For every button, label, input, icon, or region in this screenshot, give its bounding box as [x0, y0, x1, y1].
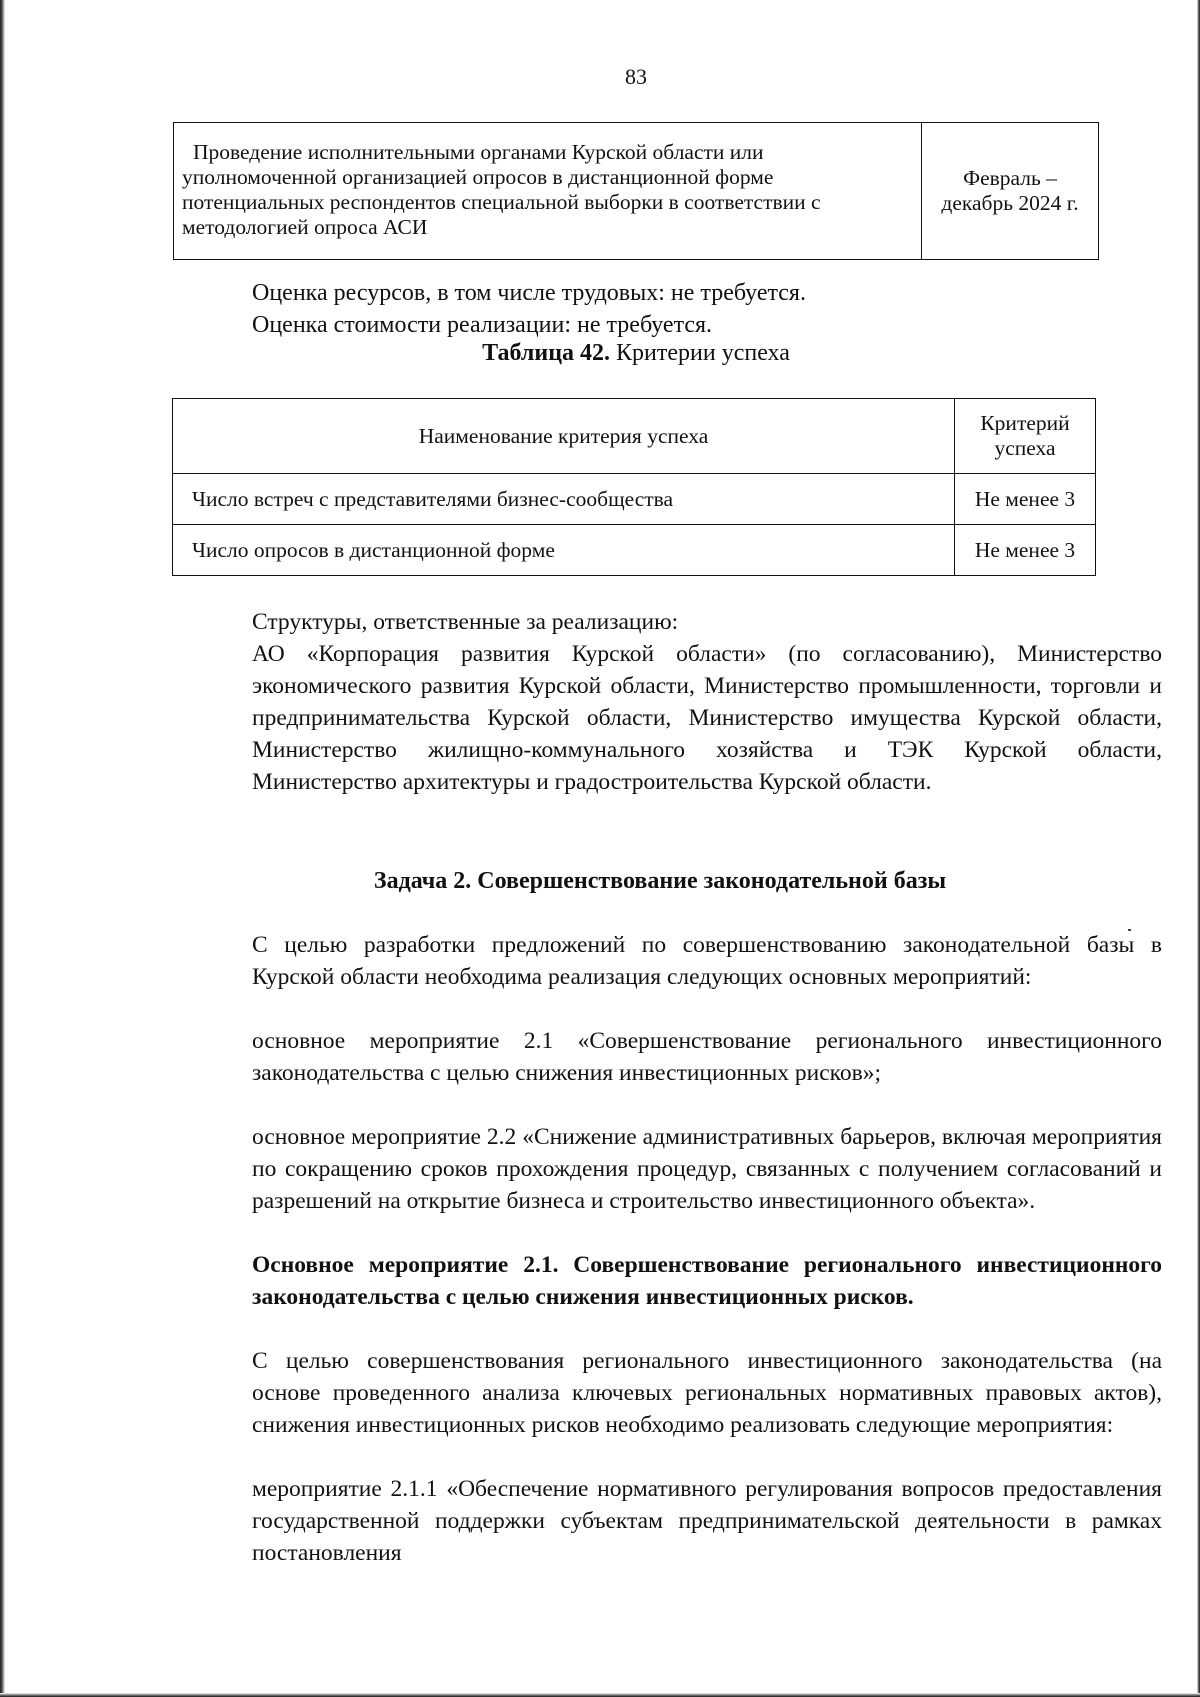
- table-row: [174, 123, 1099, 260]
- criteria-header-value-line: Критерий: [980, 411, 1070, 435]
- criteria-name-cell: Число опросов в дистанционной форме: [173, 525, 955, 576]
- table-header-row: [173, 399, 1096, 474]
- activity-table: [173, 122, 1099, 260]
- activity-description-line: Проведение исполнительными органами Курской области или: [193, 140, 764, 164]
- task2-intro: С целью разработки предложений по совершенствованию законодательной базы в Курской области необходима реализация следующих основных мероприятий:: [252, 932, 1162, 990]
- criteria-name-cell: Число встреч с представителями бизнес-сообщества: [173, 474, 955, 525]
- responsible-text: АО «Корпорация развития Курской области» (по согласованию), Министерство экономического развития Курской области, Министерство промышленности, торговли и предпринимательства Курской области, Министерство имущества Курской области, Министерство жилищно-коммунального хозяйства и ТЭК Курской области, Министерство архитектуры и градостроительства Курской области.: [252, 641, 1162, 795]
- task2-heading: Задача 2. Совершенствование законодательной базы: [373, 868, 947, 894]
- resources-cost: Оценка стоимости реализации: не требуется.: [252, 312, 713, 338]
- activity-period-cell: [922, 123, 1099, 260]
- table-caption-number: Таблица 42.: [482, 340, 611, 366]
- responsible-heading: Структуры, ответственные за реализацию:: [252, 609, 679, 635]
- scan-edge-left: [0, 0, 5, 1697]
- resources-labor: Оценка ресурсов, в том числе трудовых: не требуется.: [252, 280, 806, 306]
- criteria-header-name: Наименование критерия успеха: [173, 399, 955, 474]
- scan-edge-bottom: [0, 1693, 1200, 1697]
- activity-description-line: потенциальных респондентов специальной выборки в соответствии с: [182, 190, 821, 214]
- table-row: [173, 525, 1096, 576]
- task2-measure-heading: Основное мероприятие 2.1. Совершенствование регионального инвестиционного законодательства с целью снижения инвестиционных рисков.: [252, 1252, 1162, 1310]
- task2-measure-text: С целью совершенствования регионального инвестиционного законодательства (на основе проведенного анализа ключевых региональных нормативных правовых актов), снижения инвестиционных рисков необходимо реализовать следующие мероприятия:: [252, 1348, 1162, 1438]
- criteria-value-cell: Не менее 3: [955, 474, 1096, 525]
- criteria-value-cell: Не менее 3: [955, 525, 1096, 576]
- criteria-header-value-line: успеха: [994, 436, 1056, 460]
- criteria-table: [172, 398, 1096, 576]
- activity-period-line: Февраль –: [963, 166, 1057, 190]
- table-caption-title: Критерии успеха: [610, 340, 790, 366]
- task2-activity-2-1-1: мероприятие 2.1.1 «Обеспечение нормативного регулирования вопросов предоставления государственной поддержки субъектам предпринимательской деятельности в рамках постановления: [252, 1476, 1162, 1566]
- table-caption: [0, 340, 1200, 367]
- task2-item-2-2: основное мероприятие 2.2 «Снижение административных барьеров, включая мероприятия по сокращению сроков прохождения процедур, связанных с получением согласований и разрешений на открытие бизнеса и строительство инвестиционного объекта».: [252, 1124, 1162, 1214]
- activity-description-line: методологией опроса АСИ: [182, 215, 428, 239]
- table-row: [173, 474, 1096, 525]
- activity-description-line: уполномоченной организацией опросов в дистанционной форме: [182, 165, 774, 189]
- page-number: 83: [625, 64, 647, 89]
- task2-item-2-1: основное мероприятие 2.1 «Совершенствование регионального инвестиционного законодательства с целью снижения инвестиционных рисков»;: [252, 1028, 1162, 1086]
- activity-period-line: декабрь 2024 г.: [941, 191, 1079, 215]
- activity-description-cell: [174, 123, 922, 260]
- criteria-header-value: [955, 399, 1096, 474]
